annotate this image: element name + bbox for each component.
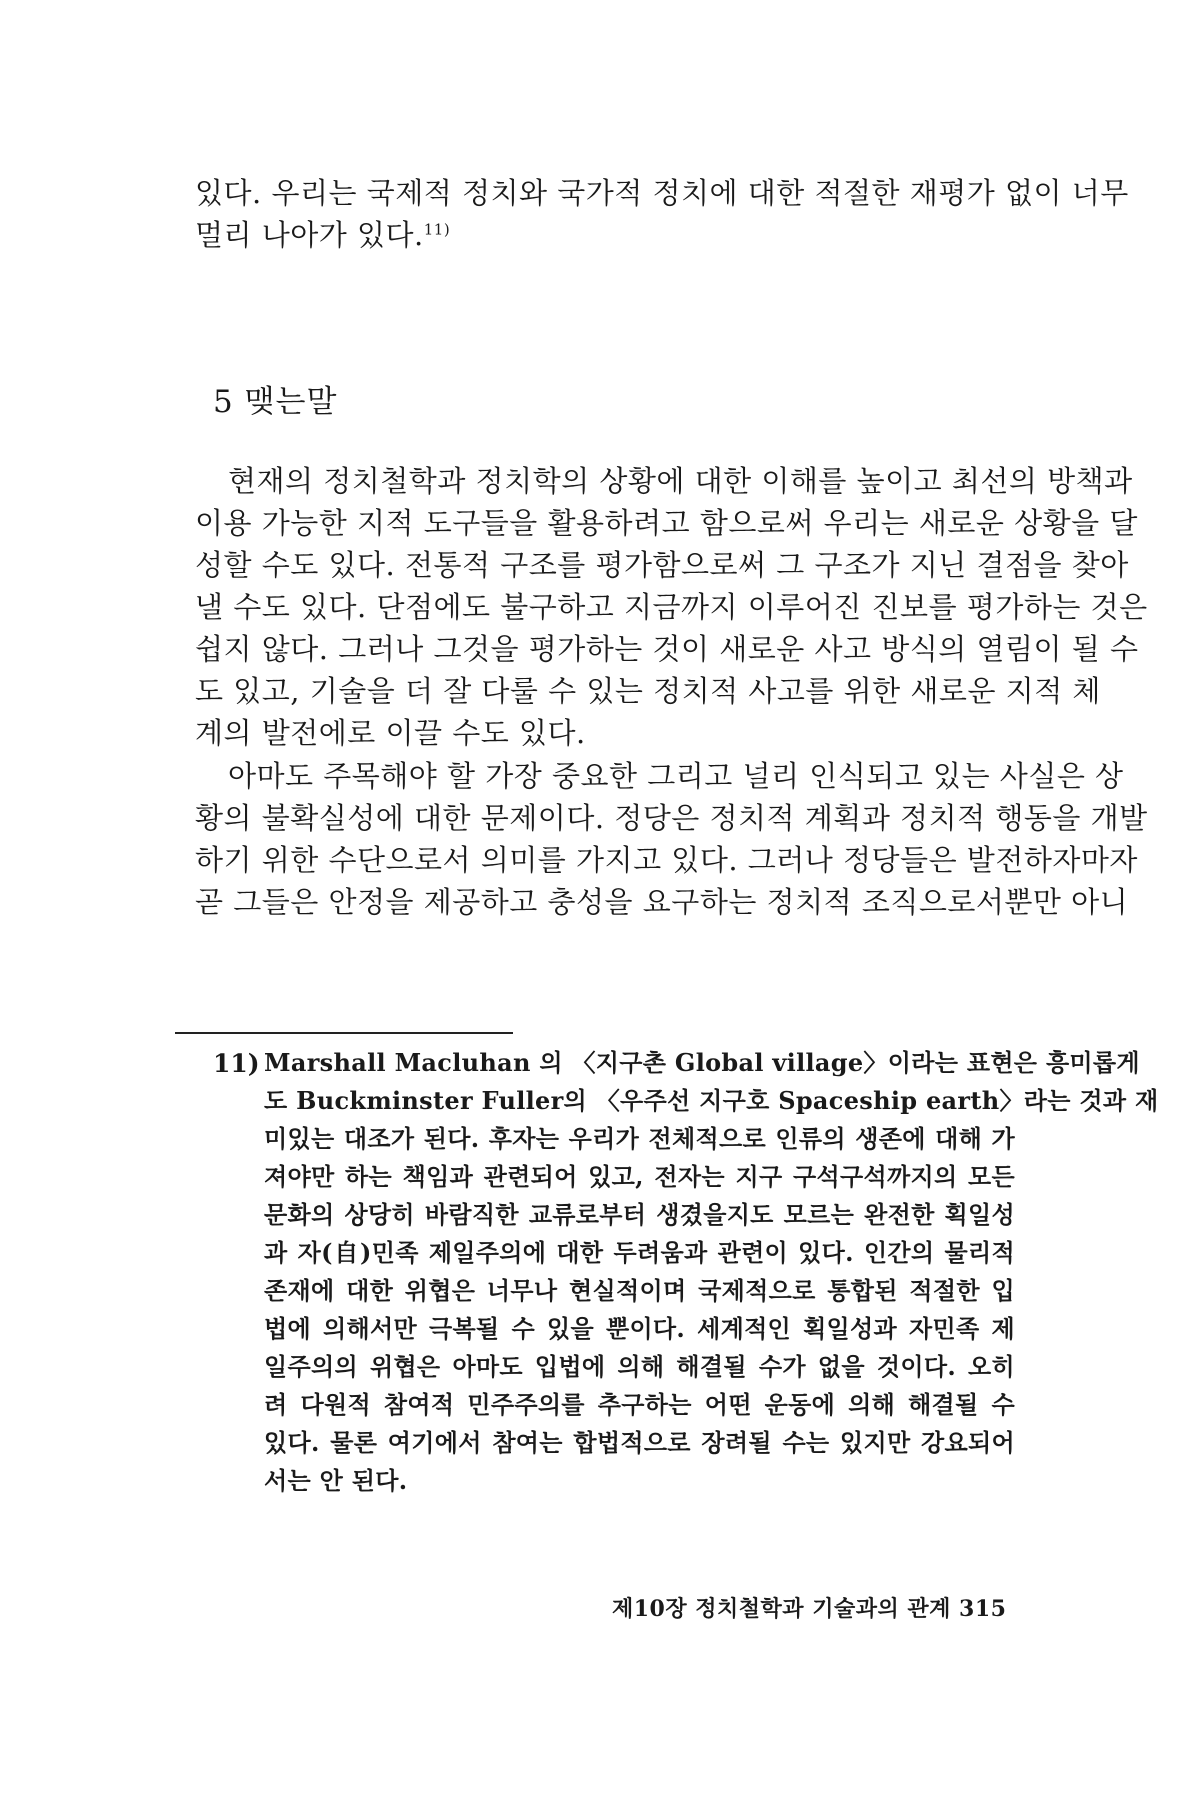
footnote-number: 11) bbox=[213, 1049, 260, 1078]
footnote-reference: 11) bbox=[423, 220, 451, 239]
body-text-line: 계의 발전에로 이끌 수도 있다. bbox=[195, 716, 586, 750]
running-footer bbox=[612, 1592, 1006, 1626]
footnote-line: 법에 의해서만 극복될 수 있을 뿐이다. 세계적인 획일성과 자민족 제 bbox=[264, 1314, 1015, 1343]
footnote-line: 도 Buckminster Fuller의 〈우주선 지구호 Spaceship earth〉라는 것과 재 bbox=[264, 1086, 1159, 1115]
body-text-line: 있다. 우리는 국제적 정치와 국가적 정치에 대한 적절한 재평가 없이 너무 bbox=[195, 176, 1129, 210]
page-number: 315 bbox=[959, 1596, 1007, 1622]
body-text-line: 하기 위한 수단으로서 의미를 가지고 있다. 그러나 정당들은 발전하자마자 bbox=[195, 843, 1138, 877]
footnote-line: 서는 안 된다. bbox=[264, 1466, 408, 1495]
paragraph-first-line: 아마도 주목해야 할 가장 중요한 그리고 널리 인식되고 있는 사실은 상 bbox=[228, 759, 1124, 793]
footnote-line: 문화의 상당히 바람직한 교류로부터 생겼을지도 모르는 완전한 획일성 bbox=[264, 1200, 1015, 1229]
body-text-line: 곧 그들은 안정을 제공하고 충성을 요구하는 정치적 조직으로서뿐만 아니 bbox=[195, 885, 1129, 919]
paragraph-first-line: 현재의 정치철학과 정치학의 상황에 대한 이해를 높이고 최선의 방책과 bbox=[228, 464, 1133, 498]
footnote-line: 려 다원적 참여적 민주주의를 추구하는 어떤 운동에 의해 해결될 수 bbox=[264, 1390, 1015, 1419]
footnote-line: 존재에 대한 위협은 너무나 현실적이며 국제적으로 통합된 적절한 입 bbox=[264, 1276, 1015, 1305]
footnote-line: 있다. 물론 여기에서 참여는 합법적으로 장려될 수는 있지만 강요되어 bbox=[264, 1428, 1015, 1457]
footnote-line: 미있는 대조가 된다. 후자는 우리가 전체적으로 인류의 생존에 대해 가 bbox=[264, 1124, 1015, 1153]
body-text-line bbox=[195, 214, 1015, 256]
body-text-line: 쉽지 않다. 그러나 그것을 평가하는 것이 새로운 사고 방식의 열림이 될 수 bbox=[195, 632, 1139, 666]
body-text-line: 황의 불확실성에 대한 문제이다. 정당은 정치적 계획과 정치적 행동을 개발 bbox=[195, 801, 1148, 835]
section-heading: 5 맺는말 bbox=[213, 384, 338, 420]
footnote-line: 져야만 하는 책임과 관련되어 있고, 전자는 지구 구석구석까지의 모든 bbox=[264, 1162, 1015, 1191]
footnote-line: Marshall Macluhan 의 〈지구촌 Global village〉이라는 표현은 흥미롭게 bbox=[264, 1048, 1140, 1077]
body-text-line: 낼 수도 있다. 단점에도 불구하고 지금까지 이루어진 진보를 평가하는 것은 bbox=[195, 590, 1148, 624]
body-text-line: 이용 가능한 지적 도구들을 활용하려고 함으로써 우리는 새로운 상황을 달 bbox=[195, 506, 1138, 540]
body-text-line: 성할 수도 있다. 전통적 구조를 평가함으로써 그 구조가 지닌 결점을 찾아 bbox=[195, 548, 1129, 582]
footnote-line: 과 자(自)민족 제일주의에 대한 두려움과 관련이 있다. 인간의 물리적 bbox=[264, 1238, 1015, 1267]
body-text-fragment: 멀리 나아가 있다. bbox=[195, 218, 424, 252]
running-title: 제10장 정치철학과 기술과의 관계 bbox=[612, 1596, 951, 1622]
body-text-line: 도 있고, 기술을 더 잘 다룰 수 있는 정치적 사고를 위한 새로운 지적 체 bbox=[195, 674, 1101, 708]
footnote-separator bbox=[175, 1032, 513, 1034]
footnote-line: 일주의의 위협은 아마도 입법에 의해 해결될 수가 없을 것이다. 오히 bbox=[264, 1352, 1015, 1381]
